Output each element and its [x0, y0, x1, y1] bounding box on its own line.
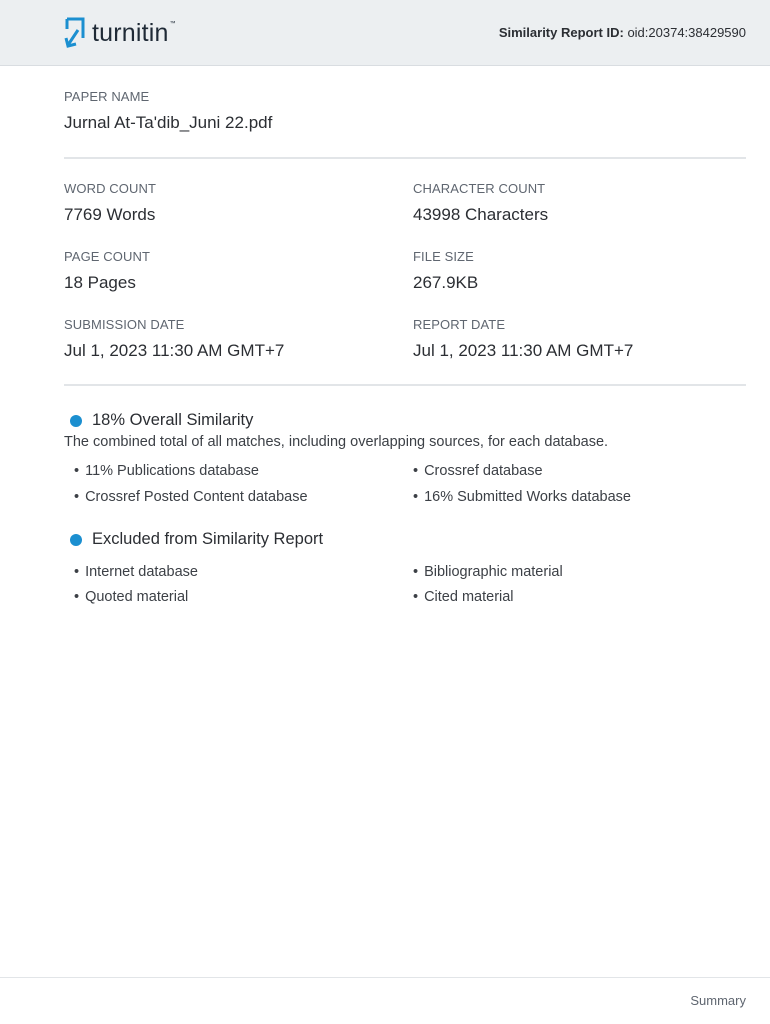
list-item: • Crossref database [413, 463, 543, 479]
report-header [0, 0, 770, 66]
report-date-label: REPORT DATE [413, 317, 506, 332]
character-count-label: CHARACTER COUNT [413, 181, 546, 196]
page-footer [0, 977, 770, 1024]
excluded-heading [70, 530, 323, 549]
file-size-label: FILE SIZE [413, 249, 474, 264]
report-id-value: oid:20374:38429590 [627, 25, 746, 40]
word-count-label: WORD COUNT [64, 181, 156, 196]
paper-name-label: PAPER NAME [64, 89, 150, 104]
brand-name: turnitin [92, 18, 169, 47]
submission-date-label: SUBMISSION DATE [64, 317, 185, 332]
list-item: • Crossref Posted Content database [74, 489, 308, 505]
report-id [499, 25, 746, 40]
submission-date-value: Jul 1, 2023 11:30 AM GMT+7 [64, 341, 285, 360]
excluded-title: Excluded from Similarity Report [92, 530, 324, 548]
list-item: • Bibliographic material [413, 564, 563, 580]
list-item: • Cited material [413, 589, 514, 605]
page-count-value: 18 Pages [64, 273, 136, 292]
turnitin-logo [64, 15, 176, 51]
report-id-label: Similarity Report ID: [498, 25, 624, 40]
trademark-symbol: ™ [169, 21, 176, 27]
bullet-dot-icon [70, 415, 82, 427]
divider [64, 384, 746, 386]
turnitin-logo-icon [64, 16, 86, 50]
overall-similarity-heading [70, 411, 253, 430]
list-item: • Quoted material [74, 589, 188, 605]
report-date-value: Jul 1, 2023 11:30 AM GMT+7 [413, 341, 634, 360]
list-item: • 16% Submitted Works database [413, 489, 631, 505]
similarity-description: The combined total of all matches, including overlapping sources, for each database. [64, 434, 609, 450]
footer-summary-label: Summary [690, 993, 746, 1008]
character-count-value: 43998 Characters [413, 205, 549, 224]
list-item: • 11% Publications database [74, 463, 259, 479]
list-item: • Internet database [74, 564, 198, 580]
page-count-label: PAGE COUNT [64, 249, 150, 264]
bullet-dot-icon [70, 534, 82, 546]
divider [64, 157, 746, 159]
file-size-value: 267.9KB [413, 273, 479, 292]
paper-name-value: Jurnal At-Ta'dib_Juni 22.pdf [64, 113, 273, 132]
overall-similarity-title: 18% Overall Similarity [92, 411, 254, 429]
word-count-value: 7769 Words [64, 205, 156, 224]
